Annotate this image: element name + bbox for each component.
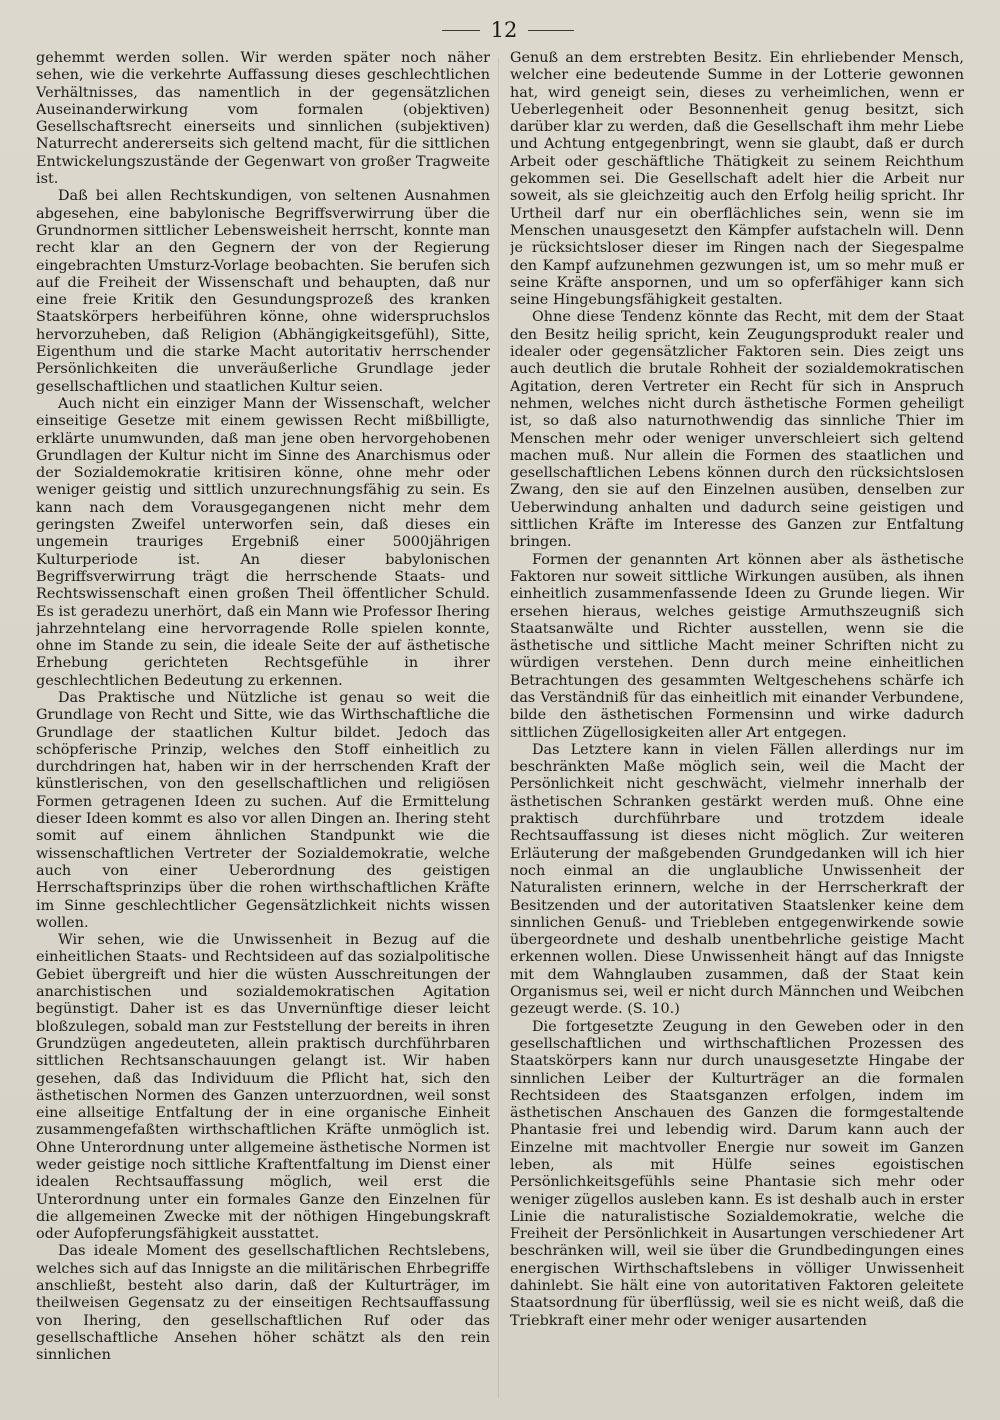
page-number: 12 <box>490 18 518 42</box>
left-paragraph-4: Das Praktische und Nützliche ist genau so weit die Grundlage von Recht und Sitte, wie das Wirthschaftliche die Grundlage der staatlichen Kultur bildet. Jedoch das schöpferische Prinzip, welches den Stoff einheitlich zu durchdringen hat, haben wir in der herrschenden Kraft der künstlerischen, von den gesellschaftlichen und religiösen Formen getragenen Ideen zu suchen. Auf die Ermittelung dieser Ideen kommt es also vor allen Dingen an. Ihering steht somit auf einem ähnlichen Standpunkt wie die wissenschaftlichen Vertreter der Sozialdemokratie, welche auch von einer Ueberordnung des geistigen Herrschaftsprinzips über die rohen wirthschaftlichen Kräfte im Sinne geschlechtlicher Gegensätzlichkeit nichts wissen wollen. <box>36 689 490 931</box>
header-rule-left <box>442 30 480 31</box>
left-paragraph-3: Auch nicht ein einziger Mann der Wissenschaft, welcher einseitige Gesetze mit einem gewissen Recht mißbilligte, erklärte unumwunden, daß man jene oben hervorgehobenen Grundlagen der Kultur nicht im Sinne des Anarchismus oder der Sozialdemokratie kritisiren könne, ohne mehr oder weniger geistig und sittlich unzurechnungsfähig zu sein. Es kann nach dem Vorausgegangenen nicht mehr dem geringsten Zweifel unterworfen sein, daß dieses ein ungemein trauriges Ergebniß einer 5000jährigen Kulturperiode ist. An dieser babylonischen Begriffsverwirrung trägt die herrschende Staats- und Rechtswissenschaft einen großen Theil öffentlicher Schuld. Es ist geradezu unerhört, daß ein Mann wie Professor Ihering jahrzehntelang eine hervorragende Rolle spielen konnte, ohne im Stande zu sein, die ideale Seite der auf ästhetische Erhebung gerichteten Rechtsgefühle in ihrer geschlechtlichen Bedeutung zu erkennen. <box>36 395 490 689</box>
right-paragraph-2: Ohne diese Tendenz könnte das Recht, mit dem der Staat den Besitz heilig spricht, kein Zeugungsprodukt realer und idealer oder gegensätzlicher Faktoren sein. Dies zeigt uns auch deutlich die brutale Rohheit der sozialdemokratischen Agitation, deren Vertreter ein Recht für sich in Anspruch nehmen, welches nicht durch ästhetische Formen geheiligt ist, so daß also naturnothwendig das sinnliche Thier im Menschen mehr oder weniger unverschleiert sich geltend machen muß. Nur allein die Formen des staatlichen und gesellschaftlichen Lebens können durch den rücksichtslosen Zwang, den sie auf den Einzelnen ausüben, denselben zur Ueberwindung anhalten und dadurch seine geistigen und sittlichen Kräfte im Interesse des Ganzen zur Entfaltung bringen. <box>510 309 964 551</box>
right-paragraph-3: Formen der genannten Art können aber als ästhetische Faktoren nur soweit sittliche Wirkungen ausüben, als ihnen einheitlich zusammenfassende Ideen zu Grunde liegen. Wir ersehen hieraus, welches geistige Armuthszeugniß sich Staatsanwälte und Richter ausstellen, wenn sie die ästhetische und sittliche Macht meiner Schriften nicht zu würdigen verstehen. Denn durch meine einheitlichen Betrachtungen des gesammten Weltgeschehens schärfe ich das Verständniß für das einheitlich mit einander Verbundene, bilde den ästhetischen Formensinn und wirke dadurch sittlichen Zügellosigkeiten aller Art entgegen. <box>510 551 964 741</box>
left-paragraph-2: Daß bei allen Rechtskundigen, von seltenen Ausnahmen abgesehen, eine babylonische Begriffsverwirrung über die Grundnormen sittlicher Lebensweisheit herrscht, konnte man recht klar an den Gegnern der von der Regierung eingebrachten Umsturz-Vorlage beobachten. Sie berufen sich auf die Freiheit der Wissenschaft und behaupten, daß nur eine freie Kritik den Gesundungsprozeß des kranken Staatskörpers herbeiführen könne, ohne widerspruchslos hervorzuheben, daß Religion (Abhängigkeitsgefühl), Sitte, Eigenthum und die starke Macht autoritativ herrschender Persönlichkeiten die unveräußerliche Grundlage jeder gesellschaftlichen und staatlichen Kultur seien. <box>36 188 490 395</box>
right-column <box>510 50 964 1406</box>
page-header <box>0 16 1000 46</box>
left-paragraph-6: Das ideale Moment des gesellschaftlichen Rechtslebens, welches sich auf das Innigste an die militärischen Ehrbegriffe anschließt, besteht also darin, daß der Kulturträger, im theilweisen Gegensatz zu der einseitigen Rechtsauffassung von Ihering, den gesellschaftlichen Ruf oder das gesellschaftliche Ansehen höher schätzt als den rein sinnlichen <box>36 1243 490 1364</box>
right-paragraph-5: Die fortgesetzte Zeugung in den Geweben oder in den gesellschaftlichen und wirthschaftlichen Prozessen des Staatskörpers kann nur durch unausgesetzte Hingabe der sinnlichen Leiber der Kulturträger an die formalen Rechtsideen des Staatsganzen erfolgen, indem im ästhetischen Anschauen des Ganzen die formgestaltende Phantasie frei und lebendig wird. Darum kann auch der Einzelne mit machtvoller Energie nur soweit im Ganzen leben, als mit Hülfe seines egoistischen Persönlichkeitsgefühls seine Phantasie sich mehr oder weniger zügellos ausleben kann. Es ist deshalb auch in erster Linie die naturalistische Sozialdemokratie, welche die Freiheit der Persönlichkeit in Ausartungen verschiedener Art beschränken will, weil sie über die Grundbedingungen eines energischen Wirthschaftslebens in völliger Unwissenheit dahinlebt. Sie hält eine von autoritativen Faktoren geleitete Staatsordnung für überflüssig, weil sie es nicht weiß, daß die Triebkraft einer mehr oder weniger ausartenden <box>510 1018 964 1329</box>
column-divider <box>498 58 499 1398</box>
right-paragraph-1: Genuß an dem erstrebten Besitz. Ein ehrliebender Mensch, welcher eine bedeutende Summe in der Lotterie gewonnen hat, wird geneigt sein, dieses zu verheimlichen, wenn er Ueberlegenheit oder Besonnenheit genug besitzt, sich darüber klar zu werden, daß die Gesellschaft ihm mehr Liebe und Achtung entgegenbringt, wenn sie glaubt, daß er durch Arbeit oder geschäftliche Thätigkeit zu seinem Reichthum gekommen sei. Die Gesellschaft adelt hier die Arbeit nur soweit, als sie gleichzeitig auch den Erfolg heilig spricht. Ihr Urtheil darf nur ein oberflächliches sein, wenn sie im Menschen unausgesetzt den Kämpfer aufstacheln will. Denn je rücksichtsloser dieser im Ringen nach der Siegespalme den Kampf aufzunehmen gezwungen ist, um so mehr muß er seine Kräfte anspornen, und um so opferfähiger kann sich seine Hingebungsfähigkeit gestalten. <box>510 50 964 309</box>
left-paragraph-1: gehemmt werden sollen. Wir werden später noch näher sehen, wie die verkehrte Auffassung dieses geschlechtlichen Verhältnisses, das namentlich in der gegensätzlichen Auseinanderwirkung vom formalen (objektiven) Gesellschaftsrecht einerseits und sinnlichen (subjektiven) Naturrecht andererseits sich geltend macht, für die sittlichen Entwickelungszustände der Gegenwart von großer Tragweite ist. <box>36 50 490 188</box>
left-column <box>36 50 490 1406</box>
header-rule-right <box>528 30 574 31</box>
left-paragraph-5: Wir sehen, wie die Unwissenheit in Bezug auf die einheitlichen Staats- und Rechtsideen auf das sozialpolitische Gebiet übergreift und hier die wüsten Ausschreitungen der anarchistischen und sozialdemokratischen Agitation begünstigt. Daher ist es das Unvernünftige dieser leicht bloßzulegen, sobald man zur Feststellung der bereits in ihren Grundzügen angedeuteten, allein praktisch durchführbaren sittlichen Rechtsanschauungen gelangt ist. Wir haben gesehen, daß das Individuum die Pflicht hat, sich den ästhetischen Normen des Ganzen unterzuordnen, weil sonst eine allseitige Entfaltung der in eine organische Einheit zusammengefaßten wirthschaftlichen Kräfte unmöglich ist. Ohne Unterordnung unter allgemeine ästhetische Normen ist weder geistige noch sittliche Kraftentfaltung im Dienst einer idealen Rechtsauffassung möglich, weil erst die Unterordnung unter ein formales Ganze den Einzelnen für die allgemeinen Zwecke mit der nöthigen Hingebungskraft oder Aufopferungsfähigkeit ausstattet. <box>36 932 490 1243</box>
right-paragraph-4: Das Letztere kann in vielen Fällen allerdings nur im beschränkten Maße möglich sein, weil die Macht der Persönlichkeit nicht geschwächt, vielmehr innerhalb der ästhetischen Schranken gestärkt werden muß. Ohne eine praktisch durchführbare und trotzdem ideale Rechtsauffassung ist dieses nicht möglich. Zur weiteren Erläuterung der maßgebenden Grundgedanken will ich hier noch einmal an die unglaubliche Unwissenheit der Naturalisten erinnern, welche in der Herrscherkraft der Besitzenden und der autoritativen Staatslenker keine dem sinnlichen Genuß- und Triebleben entgegenwirkende sowie übergeordnete und deshalb unentbehrliche geistige Macht erkennen wollen. Diese Unwissenheit hängt auf das Innigste mit dem Wahnglauben zusammen, daß der Staat kein Organismus sei, weil er nicht durch Männchen und Weibchen gezeugt werde. (S. 10.) <box>510 741 964 1018</box>
